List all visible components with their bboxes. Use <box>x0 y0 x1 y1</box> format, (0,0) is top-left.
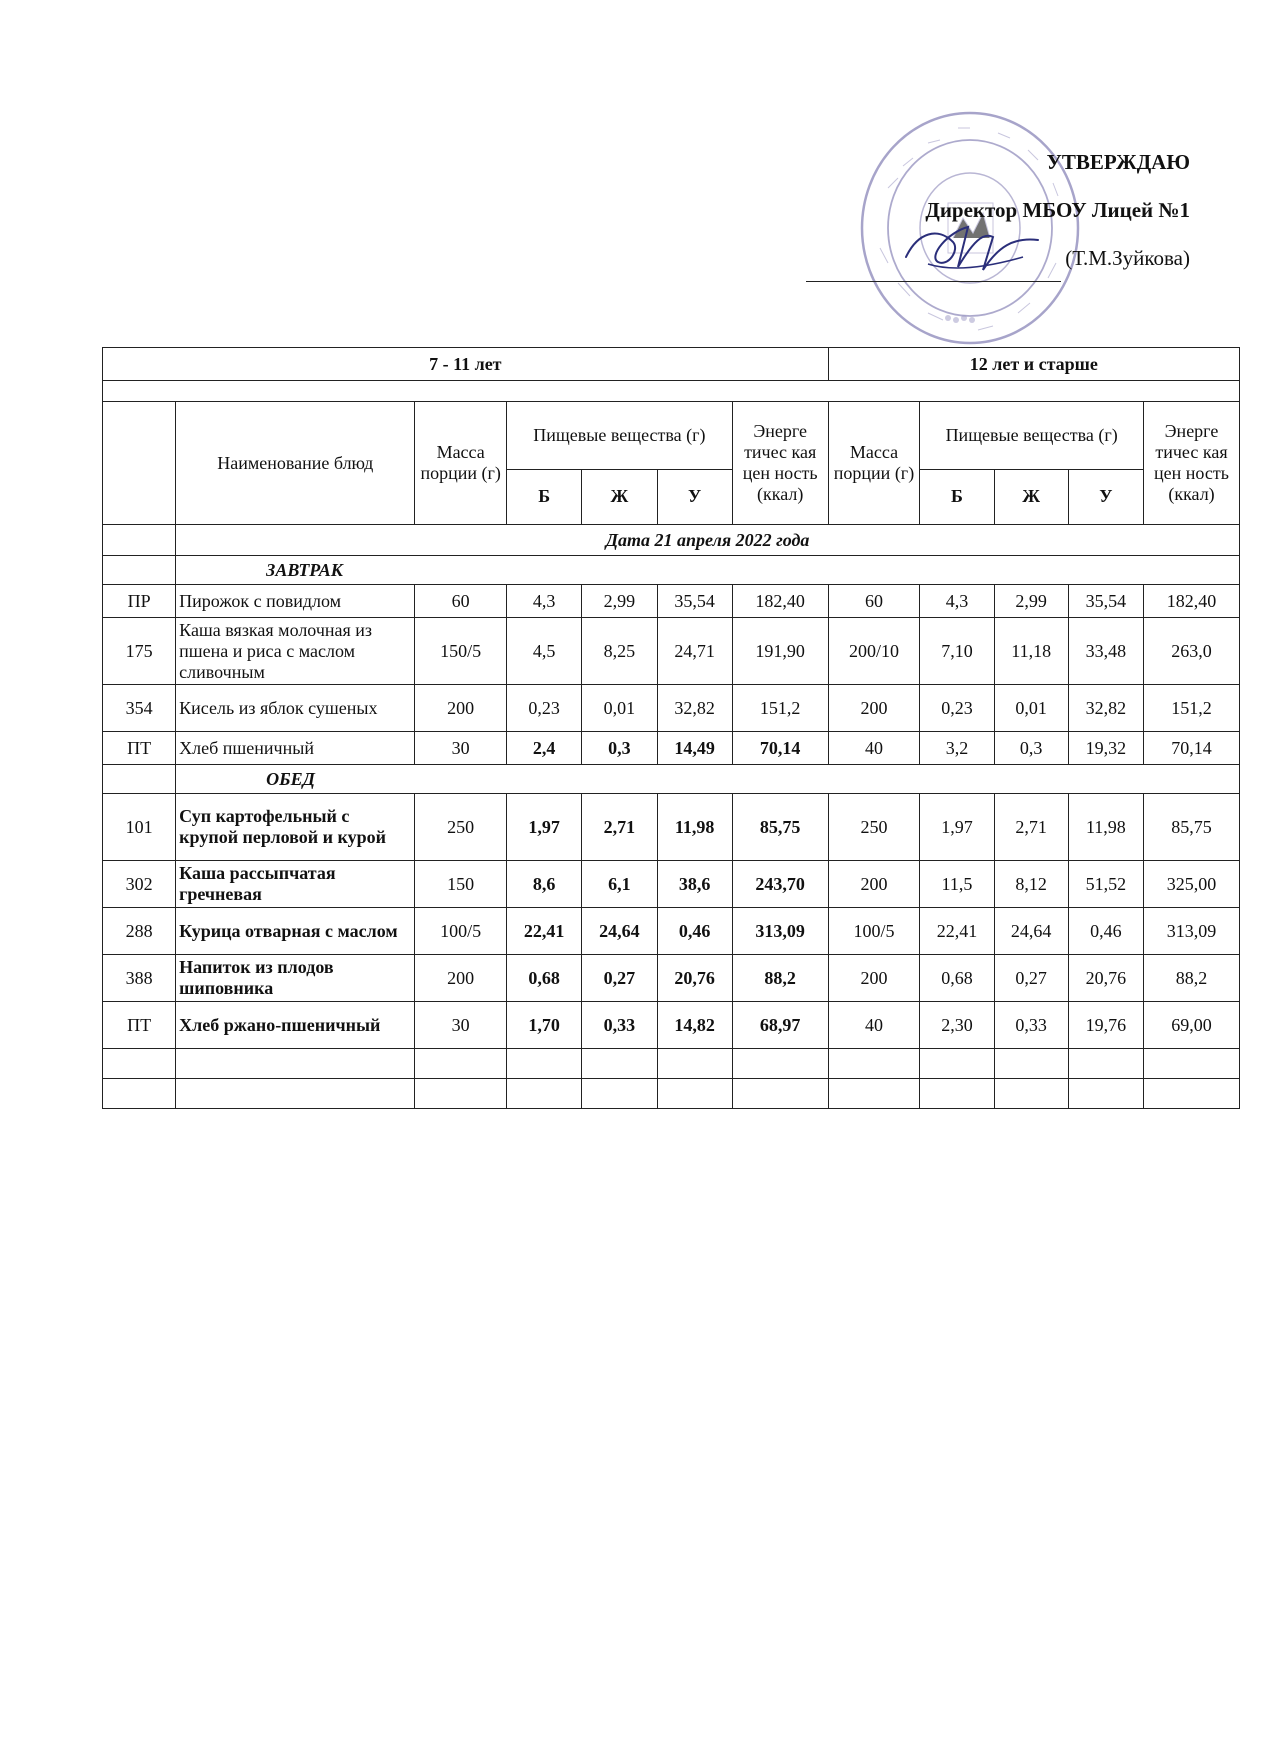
energy-senior: 325,00 <box>1144 861 1240 908</box>
fat-junior: 0,01 <box>582 685 657 732</box>
portion-senior: 200 <box>828 861 920 908</box>
dish-row <box>103 861 1240 908</box>
dish-code: 302 <box>103 861 176 908</box>
energy-junior: 151,2 <box>732 685 828 732</box>
spacer-row <box>103 381 1240 402</box>
dish-name: Хлеб ржано-пшеничный <box>176 1002 415 1049</box>
dish-row <box>103 585 1240 618</box>
carbs-header-junior: У <box>657 469 732 524</box>
date-row <box>103 525 1240 556</box>
handwritten-signature <box>898 212 1048 282</box>
portion-header-junior: Масса порции (г) <box>415 402 507 525</box>
energy-junior: 191,90 <box>732 618 828 685</box>
carbs-senior: 11,98 <box>1068 794 1143 861</box>
energy-junior: 88,2 <box>732 955 828 1002</box>
carbs-junior: 24,71 <box>657 618 732 685</box>
protein-header-senior: Б <box>920 469 994 524</box>
meal-section-row <box>103 556 1240 585</box>
age-group-row <box>103 348 1240 381</box>
protein-junior: 1,70 <box>507 1002 582 1049</box>
nutrients-header-senior: Пищевые вещества (г) <box>920 402 1144 470</box>
protein-junior: 4,3 <box>507 585 582 618</box>
dish-code: 101 <box>103 794 176 861</box>
fat-junior: 2,71 <box>582 794 657 861</box>
carbs-senior: 20,76 <box>1068 955 1143 1002</box>
dish-name: Каша вязкая молочная из пшена и риса с маслом сливочным <box>176 618 415 685</box>
fat-senior: 0,3 <box>994 732 1068 765</box>
dish-code: 175 <box>103 618 176 685</box>
portion-junior: 30 <box>415 732 507 765</box>
dish-row <box>103 685 1240 732</box>
dish-row <box>103 1002 1240 1049</box>
portion-junior: 60 <box>415 585 507 618</box>
protein-senior: 22,41 <box>920 908 994 955</box>
dish-code: ПТ <box>103 732 176 765</box>
carbs-senior: 32,82 <box>1068 685 1143 732</box>
energy-junior: 313,09 <box>732 908 828 955</box>
dish-code: ПР <box>103 585 176 618</box>
energy-senior: 85,75 <box>1144 794 1240 861</box>
approval-title: УТВЕРЖДАЮ <box>1046 150 1190 174</box>
carbs-senior: 33,48 <box>1068 618 1143 685</box>
menu-date: Дата 21 апреля 2022 года <box>176 525 1240 556</box>
portion-senior: 40 <box>828 732 920 765</box>
fat-header-senior: Ж <box>994 469 1068 524</box>
fat-senior: 8,12 <box>994 861 1068 908</box>
approval-name: (Т.М.Зуйкова) <box>1065 246 1190 270</box>
energy-junior: 70,14 <box>732 732 828 765</box>
age-group-senior: 12 лет и старше <box>828 348 1239 381</box>
protein-junior: 0,23 <box>507 685 582 732</box>
protein-senior: 1,97 <box>920 794 994 861</box>
age-group-junior: 7 - 11 лет <box>103 348 829 381</box>
portion-junior: 200 <box>415 955 507 1002</box>
energy-senior: 182,40 <box>1144 585 1240 618</box>
portion-senior: 40 <box>828 1002 920 1049</box>
dish-code: 354 <box>103 685 176 732</box>
dish-row <box>103 618 1240 685</box>
energy-junior: 182,40 <box>732 585 828 618</box>
carbs-junior: 38,6 <box>657 861 732 908</box>
dish-code: 388 <box>103 955 176 1002</box>
dish-name: Каша рассыпчатая гречневая <box>176 861 415 908</box>
dish-row <box>103 794 1240 861</box>
carbs-junior: 35,54 <box>657 585 732 618</box>
menu-table <box>102 347 1240 1109</box>
fat-junior: 8,25 <box>582 618 657 685</box>
portion-senior: 60 <box>828 585 920 618</box>
carbs-junior: 0,46 <box>657 908 732 955</box>
dish-code: 288 <box>103 908 176 955</box>
carbs-junior: 14,49 <box>657 732 732 765</box>
portion-senior: 200 <box>828 955 920 1002</box>
energy-junior: 243,70 <box>732 861 828 908</box>
energy-senior: 313,09 <box>1144 908 1240 955</box>
energy-header-senior: Энерге тичес кая цен ность (ккал) <box>1144 402 1240 525</box>
dish-name: Суп картофельный с крупой перловой и курой <box>176 794 415 861</box>
portion-junior: 250 <box>415 794 507 861</box>
fat-header-junior: Ж <box>582 469 657 524</box>
carbs-junior: 11,98 <box>657 794 732 861</box>
portion-senior: 250 <box>828 794 920 861</box>
portion-junior: 30 <box>415 1002 507 1049</box>
meal-section-row <box>103 765 1240 794</box>
fat-junior: 0,27 <box>582 955 657 1002</box>
empty-row <box>103 1079 1240 1109</box>
carbs-senior: 0,46 <box>1068 908 1143 955</box>
protein-senior: 4,3 <box>920 585 994 618</box>
nutrients-header-junior: Пищевые вещества (г) <box>507 402 733 470</box>
protein-senior: 2,30 <box>920 1002 994 1049</box>
dish-name: Хлеб пшеничный <box>176 732 415 765</box>
protein-junior: 1,97 <box>507 794 582 861</box>
portion-junior: 150 <box>415 861 507 908</box>
protein-junior: 4,5 <box>507 618 582 685</box>
fat-senior: 2,71 <box>994 794 1068 861</box>
portion-junior: 100/5 <box>415 908 507 955</box>
protein-senior: 3,2 <box>920 732 994 765</box>
portion-header-senior: Масса порции (г) <box>828 402 920 525</box>
code-header <box>103 402 176 525</box>
energy-senior: 263,0 <box>1144 618 1240 685</box>
dish-name: Кисель из яблок сушеных <box>176 685 415 732</box>
energy-senior: 151,2 <box>1144 685 1240 732</box>
carbs-senior: 19,32 <box>1068 732 1143 765</box>
carbs-junior: 20,76 <box>657 955 732 1002</box>
meal-section-title: ОБЕД <box>176 765 1240 794</box>
portion-junior: 200 <box>415 685 507 732</box>
meal-section-title: ЗАВТРАК <box>176 556 1240 585</box>
protein-senior: 7,10 <box>920 618 994 685</box>
dish-code: ПТ <box>103 1002 176 1049</box>
portion-senior: 200 <box>828 685 920 732</box>
fat-senior: 2,99 <box>994 585 1068 618</box>
approval-position: Директор МБОУ Лицей №1 <box>925 198 1190 222</box>
dish-row <box>103 908 1240 955</box>
energy-header-junior: Энерге тичес кая цен ность (ккал) <box>732 402 828 525</box>
portion-senior: 200/10 <box>828 618 920 685</box>
portion-junior: 150/5 <box>415 618 507 685</box>
fat-junior: 0,33 <box>582 1002 657 1049</box>
fat-junior: 2,99 <box>582 585 657 618</box>
carbs-senior: 35,54 <box>1068 585 1143 618</box>
protein-junior: 2,4 <box>507 732 582 765</box>
dish-name: Курица отварная с маслом <box>176 908 415 955</box>
fat-junior: 6,1 <box>582 861 657 908</box>
fat-senior: 24,64 <box>994 908 1068 955</box>
protein-header-junior: Б <box>507 469 582 524</box>
energy-junior: 85,75 <box>732 794 828 861</box>
carbs-junior: 14,82 <box>657 1002 732 1049</box>
carbs-senior: 51,52 <box>1068 861 1143 908</box>
dish-row <box>103 732 1240 765</box>
carbs-junior: 32,82 <box>657 685 732 732</box>
energy-senior: 88,2 <box>1144 955 1240 1002</box>
carbs-header-senior: У <box>1068 469 1143 524</box>
fat-junior: 24,64 <box>582 908 657 955</box>
dish-row <box>103 955 1240 1002</box>
fat-senior: 0,27 <box>994 955 1068 1002</box>
header-row <box>103 402 1240 470</box>
fat-senior: 11,18 <box>994 618 1068 685</box>
fat-junior: 0,3 <box>582 732 657 765</box>
protein-senior: 0,68 <box>920 955 994 1002</box>
protein-junior: 0,68 <box>507 955 582 1002</box>
dish-name: Напиток из плодов шиповника <box>176 955 415 1002</box>
fat-senior: 0,33 <box>994 1002 1068 1049</box>
carbs-senior: 19,76 <box>1068 1002 1143 1049</box>
energy-senior: 70,14 <box>1144 732 1240 765</box>
empty-row <box>103 1049 1240 1079</box>
fat-senior: 0,01 <box>994 685 1068 732</box>
energy-senior: 69,00 <box>1144 1002 1240 1049</box>
protein-junior: 8,6 <box>507 861 582 908</box>
protein-senior: 11,5 <box>920 861 994 908</box>
protein-junior: 22,41 <box>507 908 582 955</box>
protein-senior: 0,23 <box>920 685 994 732</box>
portion-senior: 100/5 <box>828 908 920 955</box>
dish-name-header: Наименование блюд <box>176 402 415 525</box>
energy-junior: 68,97 <box>732 1002 828 1049</box>
dish-name: Пирожок с повидлом <box>176 585 415 618</box>
